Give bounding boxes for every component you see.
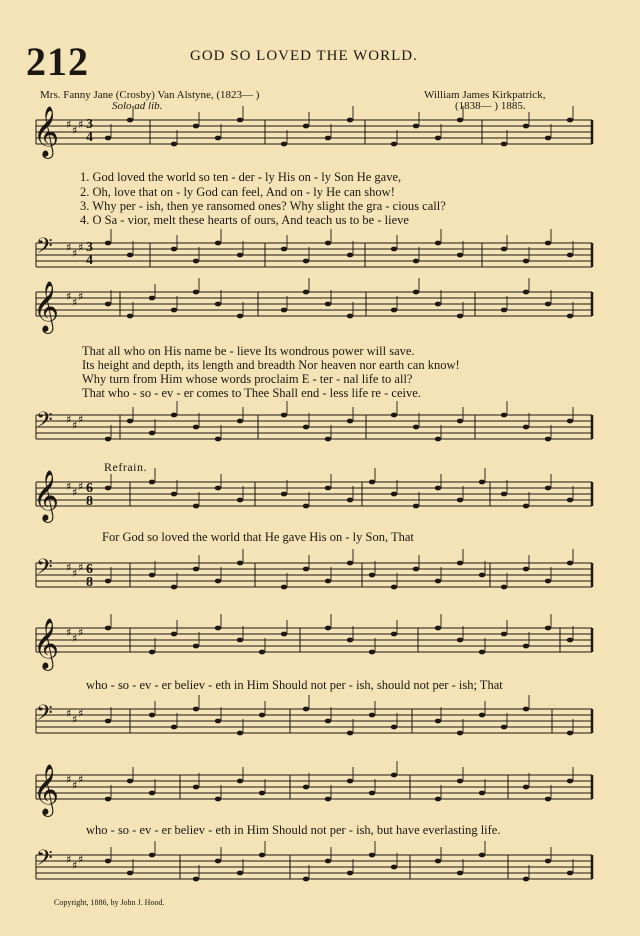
note-head — [391, 585, 397, 590]
sharp-icon: ♯ — [66, 290, 72, 303]
sharp-icon: ♯ — [72, 296, 78, 309]
note-head — [193, 124, 199, 129]
note-head — [237, 118, 243, 123]
note-head — [479, 791, 485, 796]
note-head — [567, 871, 573, 876]
note-head — [215, 486, 221, 491]
note-head — [567, 498, 573, 503]
note-head — [149, 431, 155, 436]
note-head — [193, 707, 199, 712]
note-head — [325, 302, 331, 307]
note-head — [105, 797, 111, 802]
note-head — [193, 425, 199, 430]
note-head — [457, 561, 463, 566]
composer-credit: William James Kirkpatrick, — [424, 89, 546, 101]
sharp-icon: ♯ — [78, 626, 84, 639]
note-head — [215, 719, 221, 724]
note-head — [303, 124, 309, 129]
note-head — [435, 486, 441, 491]
note-head — [391, 413, 397, 418]
verse-lyric: Its height and depth, its length and breadth Nor heaven nor earth can know! — [82, 358, 460, 372]
treble-clef-icon: 𝄞 — [33, 764, 60, 815]
note-head — [171, 585, 177, 590]
verse-lyric: 2. Oh, love that on - ly God can feel, And on - ly He can show! — [80, 185, 395, 199]
note-head — [193, 644, 199, 649]
note-head — [215, 136, 221, 141]
note-head — [105, 136, 111, 141]
sharp-icon: ♯ — [72, 247, 78, 260]
note-head — [523, 259, 529, 264]
note-head — [237, 253, 243, 258]
note-head — [369, 853, 375, 858]
note-head — [347, 314, 353, 319]
note-head — [545, 579, 551, 584]
note-head — [325, 579, 331, 584]
note-head — [567, 419, 573, 424]
note-head — [105, 719, 111, 724]
note-head — [501, 247, 507, 252]
note-head — [523, 567, 529, 572]
note-head — [413, 290, 419, 295]
author-credit: Mrs. Fanny Jane (Crosby) Van Alstyne, (1823— ) — [40, 89, 260, 101]
sharp-icon: ♯ — [72, 124, 78, 137]
note-head — [193, 877, 199, 882]
note-head — [413, 567, 419, 572]
note-head — [413, 124, 419, 129]
note-head — [435, 626, 441, 631]
verse-lyric: 4. O Sa - vior, melt these hearts of ours, And teach us to be - lieve — [80, 213, 409, 227]
note-head — [281, 492, 287, 497]
sharp-icon: ♯ — [78, 241, 84, 254]
note-head — [523, 877, 529, 882]
note-head — [171, 247, 177, 252]
note-head — [347, 561, 353, 566]
note-head — [215, 626, 221, 631]
note-head — [303, 425, 309, 430]
hymn-title: GOD SO LOVED THE WORLD. — [190, 48, 418, 64]
sharp-icon: ♯ — [78, 853, 84, 866]
note-head — [149, 480, 155, 485]
note-head — [237, 314, 243, 319]
note-head — [105, 626, 111, 631]
verse-lyric: That who - so - ev - er comes to Thee Shall end - less life re - ceive. — [82, 386, 421, 400]
verse-lyric: That all who on His name be - lieve Its wondrous power will save. — [82, 344, 415, 358]
hymn-number: 212 — [26, 39, 89, 84]
note-head — [193, 259, 199, 264]
note-head — [413, 425, 419, 430]
note-head — [215, 797, 221, 802]
note-head — [369, 480, 375, 485]
note-head — [303, 504, 309, 509]
sharp-icon: ♯ — [66, 707, 72, 720]
note-head — [567, 731, 573, 736]
note-head — [435, 437, 441, 442]
sharp-icon: ♯ — [72, 486, 78, 499]
note-head — [237, 498, 243, 503]
note-head — [545, 302, 551, 307]
sharp-icon: ♯ — [78, 707, 84, 720]
note-head — [479, 853, 485, 858]
note-head — [281, 247, 287, 252]
verse-lyric: Why turn from Him whose words proclaim E - ter - nal life to all? — [82, 372, 413, 386]
note-head — [237, 871, 243, 876]
note-head — [171, 308, 177, 313]
note-head — [347, 419, 353, 424]
note-head — [237, 779, 243, 784]
note-head — [281, 142, 287, 147]
note-head — [215, 859, 221, 864]
note-head — [523, 644, 529, 649]
treble-clef-icon: 𝄞 — [33, 618, 60, 669]
note-head — [193, 785, 199, 790]
note-head — [259, 853, 265, 858]
note-head — [457, 314, 463, 319]
note-head — [325, 486, 331, 491]
note-head — [303, 259, 309, 264]
sharp-icon: ♯ — [78, 118, 84, 131]
sharp-icon: ♯ — [72, 713, 78, 726]
sharp-icon: ♯ — [78, 480, 84, 493]
note-head — [545, 797, 551, 802]
verse-lyric: 1. God loved the world so ten - der - ly His on - ly Son He gave, — [80, 170, 402, 184]
sharp-icon: ♯ — [66, 118, 72, 131]
note-head — [237, 561, 243, 566]
note-head — [149, 650, 155, 655]
note-head — [523, 785, 529, 790]
note-head — [281, 632, 287, 637]
note-head — [435, 579, 441, 584]
sharp-icon: ♯ — [72, 567, 78, 580]
time-signature: 3 4 — [86, 117, 93, 145]
bass-clef-icon: 𝄢 — [36, 408, 53, 438]
note-head — [413, 504, 419, 509]
note-head — [325, 797, 331, 802]
note-head — [567, 253, 573, 258]
note-head — [237, 638, 243, 643]
note-head — [457, 731, 463, 736]
note-head — [501, 725, 507, 730]
note-head — [303, 785, 309, 790]
note-head — [391, 725, 397, 730]
note-head — [545, 859, 551, 864]
note-head — [369, 713, 375, 718]
note-head — [523, 425, 529, 430]
note-head — [171, 413, 177, 418]
note-head — [171, 632, 177, 637]
note-head — [457, 253, 463, 258]
note-head — [567, 561, 573, 566]
performance-direction: Solo ad lib. — [112, 100, 163, 112]
note-head — [457, 779, 463, 784]
note-head — [501, 632, 507, 637]
note-head — [523, 124, 529, 129]
note-head — [457, 498, 463, 503]
note-head — [457, 638, 463, 643]
note-head — [281, 308, 287, 313]
note-head — [347, 253, 353, 258]
refrain-label: Refrain. — [104, 460, 147, 474]
note-head — [567, 779, 573, 784]
note-head — [193, 504, 199, 509]
note-head — [413, 259, 419, 264]
note-head — [149, 791, 155, 796]
note-head — [259, 791, 265, 796]
note-head — [369, 650, 375, 655]
note-head — [501, 308, 507, 313]
note-head — [369, 573, 375, 578]
note-head — [523, 504, 529, 509]
sharp-icon: ♯ — [78, 413, 84, 426]
note-head — [545, 486, 551, 491]
note-head — [391, 142, 397, 147]
note-head — [325, 241, 331, 246]
note-head — [479, 650, 485, 655]
note-head — [545, 626, 551, 631]
note-head — [325, 136, 331, 141]
note-head — [479, 713, 485, 718]
treble-clef-icon: 𝄞 — [33, 470, 60, 521]
note-head — [149, 713, 155, 718]
sharp-icon: ♯ — [66, 561, 72, 574]
note-head — [523, 290, 529, 295]
bass-clef-icon: 𝄢 — [36, 701, 53, 731]
note-head — [435, 797, 441, 802]
note-head — [149, 296, 155, 301]
note-head — [567, 638, 573, 643]
note-head — [457, 871, 463, 876]
note-head — [325, 859, 331, 864]
copyright-notice: Copyright, 1886, by John J. Hood. — [54, 898, 165, 907]
note-head — [149, 573, 155, 578]
note-head — [127, 118, 133, 123]
note-head — [435, 719, 441, 724]
note-head — [303, 877, 309, 882]
sharp-icon: ♯ — [66, 480, 72, 493]
note-head — [391, 632, 397, 637]
note-head — [303, 290, 309, 295]
note-head — [127, 314, 133, 319]
note-head — [105, 437, 111, 442]
note-head — [391, 492, 397, 497]
bass-clef-icon: 𝄢 — [36, 846, 53, 876]
note-head — [105, 859, 111, 864]
note-head — [325, 626, 331, 631]
note-head — [237, 731, 243, 736]
note-head — [347, 498, 353, 503]
sharp-icon: ♯ — [66, 241, 72, 254]
note-head — [457, 118, 463, 123]
note-head — [105, 241, 111, 246]
bass-clef-icon: 𝄢 — [36, 555, 53, 585]
sharp-icon: ♯ — [72, 859, 78, 872]
note-head — [215, 302, 221, 307]
note-head — [259, 650, 265, 655]
sharp-icon: ♯ — [78, 290, 84, 303]
note-head — [523, 707, 529, 712]
note-head — [457, 419, 463, 424]
time-signature: 3 4 — [86, 240, 93, 268]
staff-lines — [36, 118, 592, 879]
note-head — [567, 314, 573, 319]
refrain-lyric: For God so loved the world that He gave His on - ly Son, That — [102, 530, 414, 544]
note-head — [545, 437, 551, 442]
note-head — [171, 492, 177, 497]
note-head — [215, 579, 221, 584]
note-head — [127, 419, 133, 424]
note-head — [391, 865, 397, 870]
note-head — [127, 253, 133, 258]
refrain-lyric: who - so - ev - er believ - eth in Him Should not per - ish, should not per - ish; That — [86, 678, 503, 692]
composer-years: (1838— ) 1885. — [455, 100, 526, 112]
note-head — [193, 290, 199, 295]
sharp-icon: ♯ — [66, 413, 72, 426]
note-head — [127, 779, 133, 784]
note-head — [303, 707, 309, 712]
note-head — [369, 791, 375, 796]
note-head — [347, 779, 353, 784]
note-head — [281, 413, 287, 418]
note-head — [501, 585, 507, 590]
sharp-icon: ♯ — [72, 632, 78, 645]
note-head — [105, 486, 111, 491]
note-head — [391, 773, 397, 778]
time-signature: 6 8 — [86, 562, 93, 590]
sharp-icon: ♯ — [66, 773, 72, 786]
refrain-lyric: who - so - ev - er believ - eth in Him Should not per - ish, but have everlasting life. — [86, 823, 501, 837]
note-head — [347, 118, 353, 123]
note-head — [545, 136, 551, 141]
time-signature: 6 8 — [86, 481, 93, 509]
note-head — [435, 136, 441, 141]
treble-clef-icon: 𝄞 — [33, 106, 60, 157]
note-head — [391, 247, 397, 252]
note-head — [501, 492, 507, 497]
note-head — [347, 638, 353, 643]
sharp-icon: ♯ — [78, 773, 84, 786]
note-head — [479, 573, 485, 578]
note-head — [193, 567, 199, 572]
sharp-icon: ♯ — [66, 853, 72, 866]
note-head — [105, 302, 111, 307]
sharp-icon: ♯ — [66, 626, 72, 639]
note-head — [545, 241, 551, 246]
note-head — [215, 241, 221, 246]
note-head — [567, 118, 573, 123]
note-head — [259, 713, 265, 718]
sharp-icon: ♯ — [72, 779, 78, 792]
note-head — [149, 853, 155, 858]
note-head — [171, 725, 177, 730]
note-head — [127, 871, 133, 876]
verse-lyric: 3. Why per - ish, then ye ransomed ones? Why slight the gra - cious call? — [80, 199, 446, 213]
note-head — [237, 419, 243, 424]
note-head — [347, 871, 353, 876]
bass-clef-icon: 𝄢 — [36, 234, 53, 264]
note-head — [501, 413, 507, 418]
note-head — [479, 480, 485, 485]
note-head — [435, 859, 441, 864]
note-head — [325, 719, 331, 724]
note-head — [303, 567, 309, 572]
note-head — [171, 142, 177, 147]
note-head — [501, 142, 507, 147]
note-head — [435, 241, 441, 246]
note-head — [325, 437, 331, 442]
note-head — [105, 579, 111, 584]
note-head — [391, 308, 397, 313]
sharp-icon: ♯ — [78, 561, 84, 574]
treble-clef-icon: 𝄞 — [33, 281, 60, 332]
note-head — [435, 302, 441, 307]
note-head — [281, 585, 287, 590]
sharp-icon: ♯ — [72, 419, 78, 432]
note-head — [215, 437, 221, 442]
note-head — [347, 731, 353, 736]
